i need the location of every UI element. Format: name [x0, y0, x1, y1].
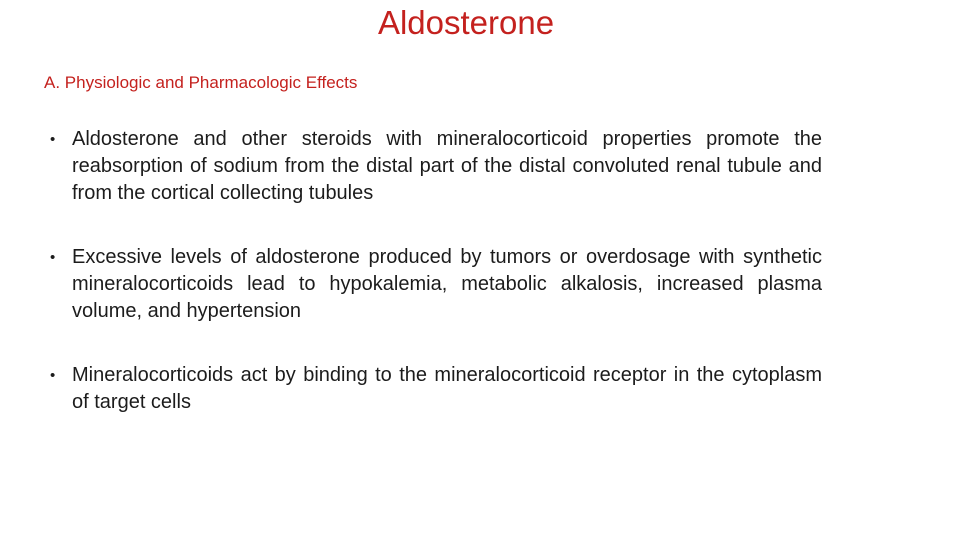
section-heading: A. Physiologic and Pharmacologic Effects	[44, 73, 358, 92]
bullet-text: Aldosterone and other steroids with mineralocorticoid properties promote the reabsorption of sodium from the distal part of the distal convoluted renal tubule and from the cortical collecting tubules	[72, 128, 822, 204]
bullet-item	[50, 362, 822, 416]
bullet-marker: •	[50, 367, 56, 384]
bullet-list	[50, 126, 822, 453]
bullet-text: Mineralocorticoids act by binding to the mineralocorticoid receptor in the cytoplasm of target cells	[72, 364, 822, 413]
bullet-marker: •	[50, 131, 56, 148]
bullet-marker: •	[50, 249, 56, 266]
bullet-text: Excessive levels of aldosterone produced by tumors or overdosage with synthetic mineralocorticoids lead to hypokalemia, metabolic alkalosis, increased plasma volume, and hypertension	[72, 246, 822, 322]
bullet-item	[50, 244, 822, 325]
page-title: Aldosterone	[377, 4, 555, 41]
bullet-item	[50, 126, 822, 207]
